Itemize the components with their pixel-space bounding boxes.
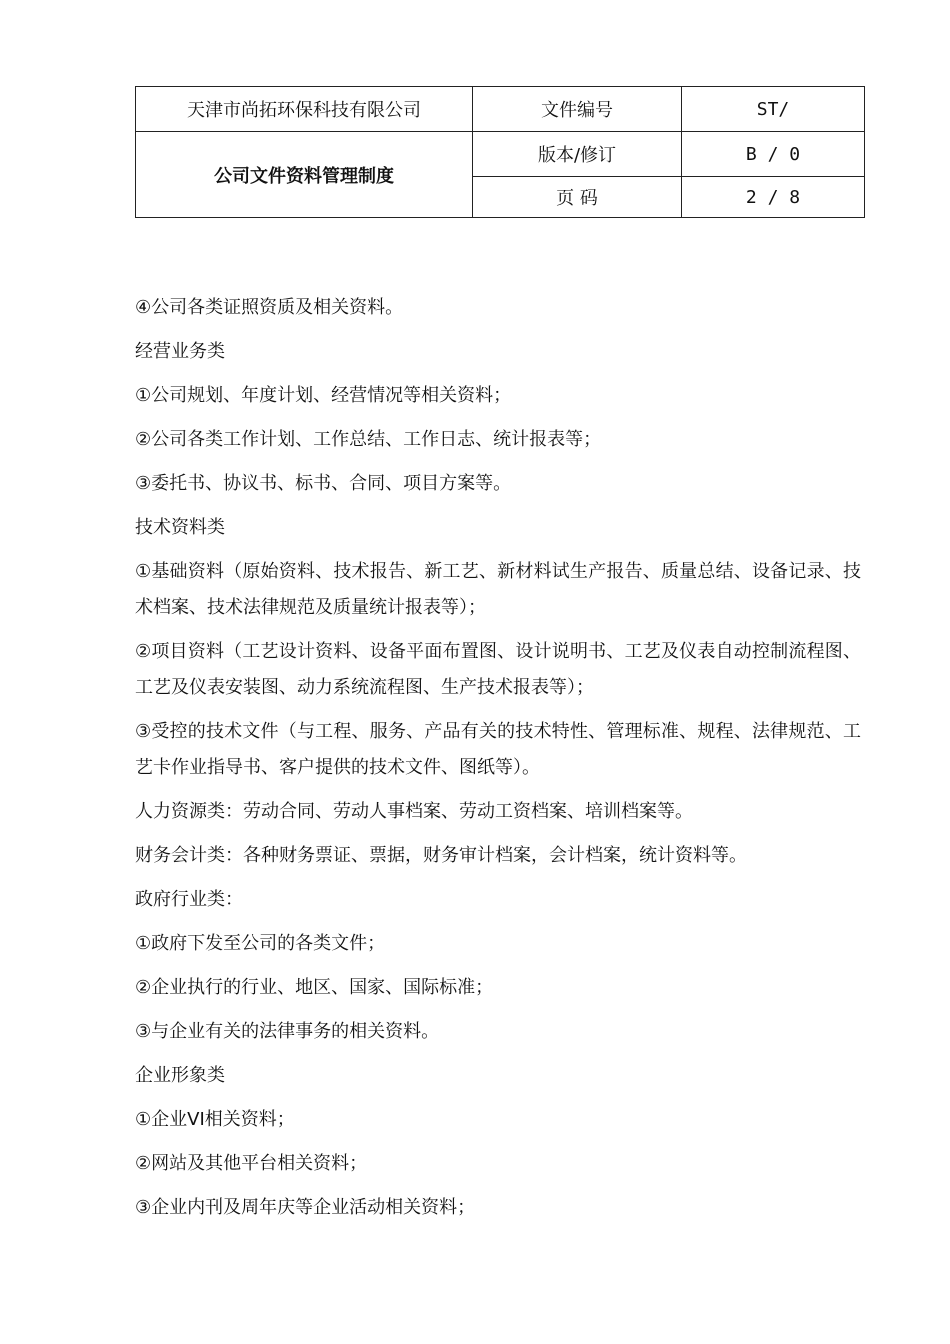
company-name: 天津市尚拓环保科技有限公司 [136,87,473,132]
page-label: 页 码 [473,177,682,218]
list-item: ③企业内刊及周年庆等企业活动相关资料； [135,1197,476,1218]
version-label: 版本/修订 [473,132,682,177]
list-item: ①基础资料（原始资料、技术报告、新工艺、新材料试生产报告、质量总结、设备记录、技术档案、技术法律规范及质量统计报表等）； [135,561,861,618]
list-item: ②网站及其他平台相关资料； [135,1153,368,1174]
section-heading-government: 政府行业类： [135,889,243,910]
document-body [135,290,861,1234]
list-item: ①公司规划、年度计划、经营情况等相关资料； [135,385,512,406]
list-item: ④公司各类证照资质及相关资料。 [135,297,404,318]
doc-number-label: 文件编号 [473,87,682,132]
section-line-hr: 人力资源类：劳动合同、劳动人事档案、劳动工资档案、培训档案等。 [135,801,693,822]
section-line-finance: 财务会计类：各种财务票证、票据，财务审计档案，会计档案，统计资料等。 [135,845,747,866]
list-item: ③受控的技术文件（与工程、服务、产品有关的技术特性、管理标准、规程、法律规范、工艺卡作业指导书、客户提供的技术文件、图纸等）。 [135,721,861,778]
page-value: 2 / 8 [682,177,865,218]
version-value: B / 0 [682,132,865,177]
header-row-version [136,132,865,177]
document-title: 公司文件资料管理制度 [136,132,473,218]
list-item: ②企业执行的行业、地区、国家、国际标准； [135,977,494,998]
section-heading-image: 企业形象类 [135,1065,225,1086]
list-item: ③与企业有关的法律事务的相关资料。 [135,1021,440,1042]
header-row-doc-number [136,87,865,132]
doc-number-value: ST/ [682,87,865,132]
list-item: ③委托书、协议书、标书、合同、项目方案等。 [135,473,512,494]
list-item: ②公司各类工作计划、工作总结、工作日志、统计报表等； [135,429,602,450]
list-item: ①企业VI相关资料； [135,1109,295,1130]
document-header-table [135,86,865,218]
section-heading-technical: 技术资料类 [135,517,225,538]
section-heading-business: 经营业务类 [135,341,225,362]
list-item: ①政府下发至公司的各类文件； [135,933,386,954]
list-item: ②项目资料（工艺设计资料、设备平面布置图、设计说明书、工艺及仪表自动控制流程图、工艺及仪表安装图、动力系统流程图、生产技术报表等）； [135,641,861,698]
